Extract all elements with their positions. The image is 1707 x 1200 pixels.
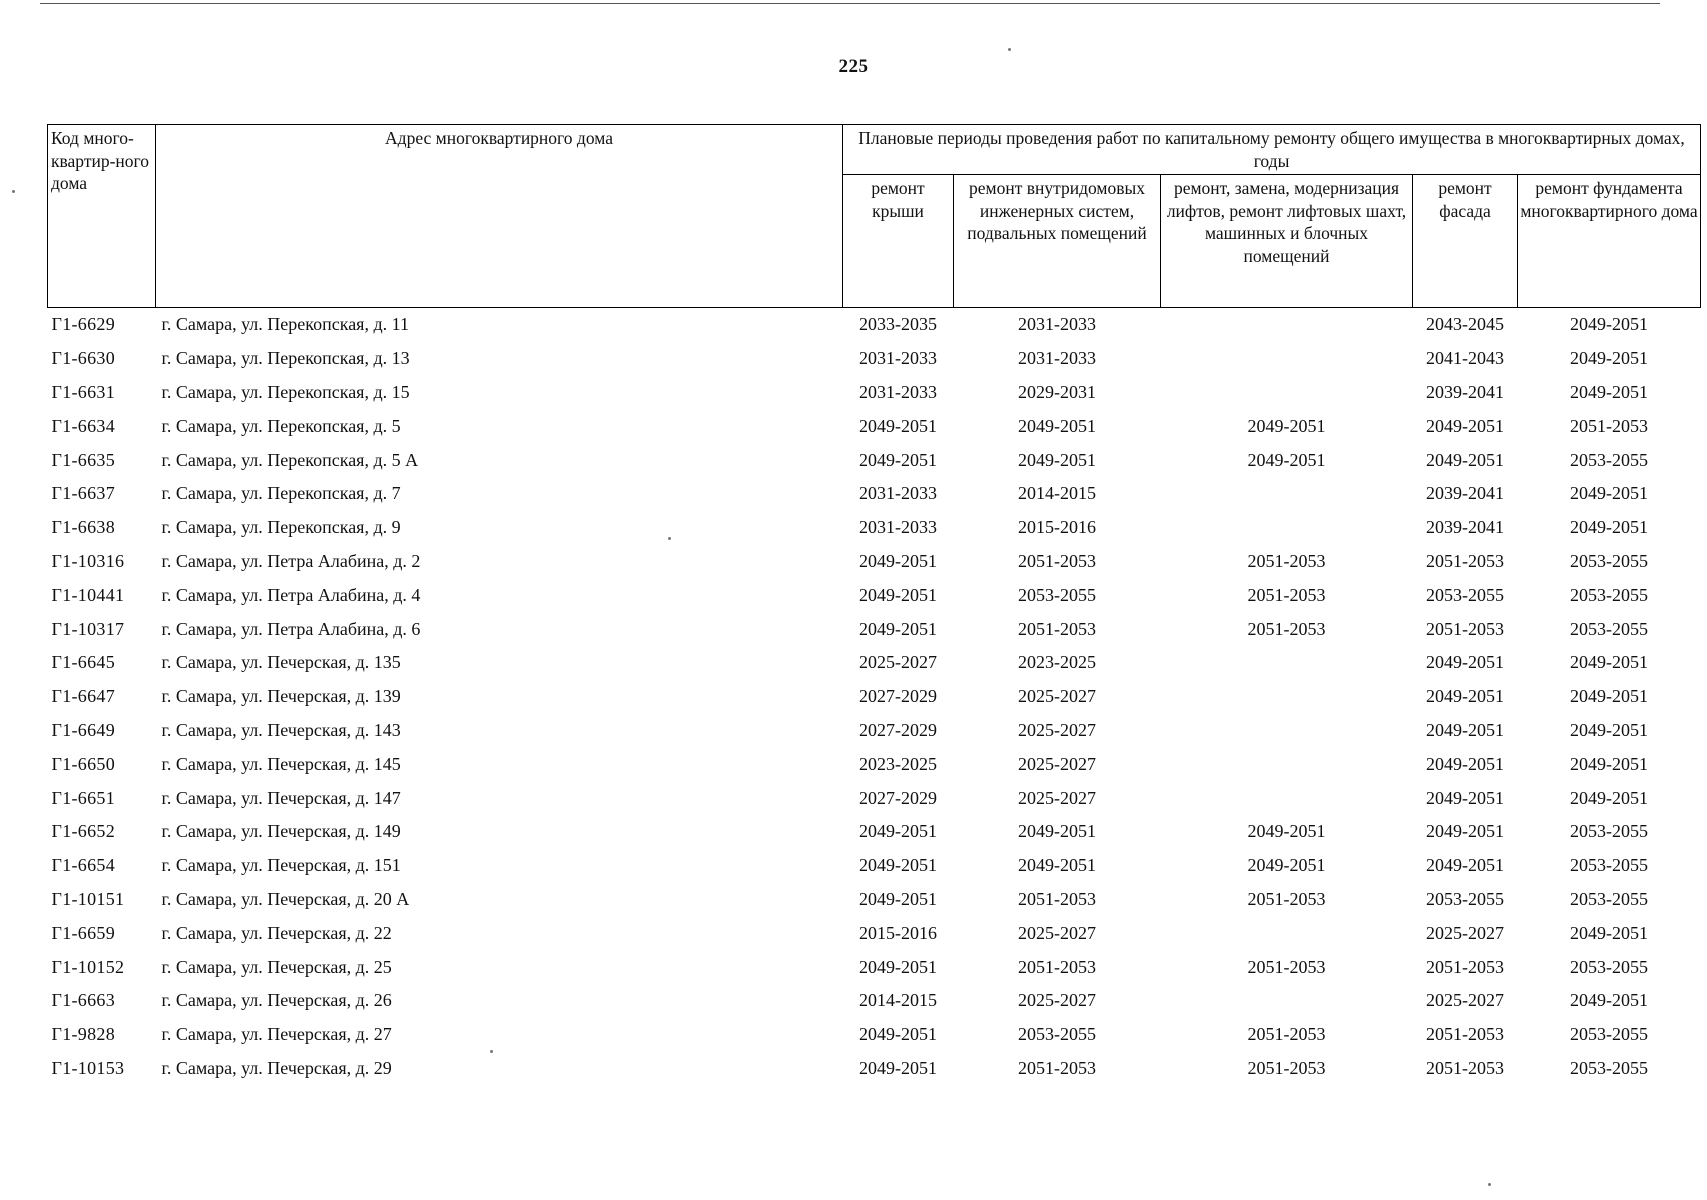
cell-code: Г1-6663	[51, 990, 116, 1011]
cell-elevators	[1161, 781, 1413, 815]
table-row	[48, 443, 1701, 477]
cell-address: г. Самара, ул. Печерская, д. 139	[161, 686, 401, 707]
cell-address: г. Самара, ул. Перекопская, д. 9	[161, 517, 401, 538]
header-engineering: ремонт внутридомовых инженерных систем, подвальных помещений	[954, 175, 1161, 308]
cell-roof: 2049-2051	[859, 449, 937, 470]
cell-foundation: 2049-2051	[1570, 753, 1649, 774]
cell-foundation: 2053-2055	[1570, 584, 1649, 605]
cell-code: Г1-6630	[51, 348, 116, 369]
cell-engineering: 2053-2055	[1018, 584, 1096, 605]
table-row	[48, 376, 1701, 410]
cell-roof: 2049-2051	[859, 821, 937, 842]
table-row	[48, 511, 1701, 545]
cell-code: Г1-6647	[51, 686, 116, 707]
cell-facade: 2051-2053	[1426, 1057, 1504, 1078]
cell-elevators: 2049-2051	[1247, 415, 1326, 436]
cell-code: Г1-10151	[51, 888, 125, 909]
cell-engineering: 2051-2053	[1018, 618, 1096, 639]
scan-speck	[490, 1050, 493, 1053]
header-code: Код много-квартир-ного дома	[48, 125, 156, 308]
cell-code: Г1-6649	[51, 719, 116, 740]
header-elevators: ремонт, замена, модернизация лифтов, ремонт лифтовых шахт, машинных и блочных помещений	[1161, 175, 1413, 308]
table-row	[48, 409, 1701, 443]
cell-facade: 2051-2053	[1426, 956, 1504, 977]
cell-elevators	[1161, 680, 1413, 714]
cell-elevators: 2049-2051	[1247, 855, 1326, 876]
cell-roof: 2027-2029	[859, 686, 937, 707]
header-foundation: ремонт фундамента многоквартирного дома	[1518, 175, 1701, 308]
cell-roof: 2049-2051	[859, 1024, 937, 1045]
cell-engineering: 2025-2027	[1018, 686, 1096, 707]
cell-code: Г1-6634	[51, 415, 116, 436]
cell-address: г. Самара, ул. Печерская, д. 151	[161, 855, 401, 876]
cell-elevators: 2051-2053	[1247, 1057, 1326, 1078]
cell-code: Г1-10317	[51, 618, 125, 639]
cell-facade: 2051-2053	[1426, 618, 1504, 639]
cell-foundation: 2049-2051	[1570, 990, 1649, 1011]
cell-engineering: 2023-2025	[1018, 652, 1096, 673]
cell-code: Г1-6637	[51, 483, 116, 504]
cell-facade: 2025-2027	[1426, 922, 1504, 943]
cell-foundation: 2049-2051	[1570, 652, 1649, 673]
cell-code: Г1-9828	[51, 1024, 116, 1045]
cell-roof: 2027-2029	[859, 719, 937, 740]
scan-speck	[1488, 1183, 1491, 1186]
cell-roof: 2049-2051	[859, 855, 937, 876]
cell-address: г. Самара, ул. Печерская, д. 25	[161, 956, 392, 977]
cell-address: г. Самара, ул. Печерская, д. 26	[161, 990, 392, 1011]
cell-roof: 2049-2051	[859, 1057, 937, 1078]
cell-elevators: 2051-2053	[1247, 888, 1326, 909]
table-header	[48, 125, 1701, 308]
cell-code: Г1-10153	[51, 1057, 125, 1078]
cell-roof: 2031-2033	[859, 483, 937, 504]
cell-engineering: 2025-2027	[1018, 753, 1096, 774]
cell-elevators: 2051-2053	[1247, 584, 1326, 605]
cell-elevators	[1161, 376, 1413, 410]
cell-elevators	[1161, 916, 1413, 950]
capital-repair-table	[47, 124, 1701, 1085]
cell-elevators: 2051-2053	[1247, 618, 1326, 639]
cell-engineering: 2015-2016	[1018, 517, 1096, 538]
cell-code: Г1-6629	[51, 314, 116, 335]
cell-address: г. Самара, ул. Печерская, д. 20 А	[161, 888, 410, 909]
cell-address: г. Самара, ул. Печерская, д. 29	[161, 1057, 392, 1078]
table-row	[48, 1052, 1701, 1086]
cell-roof: 2049-2051	[859, 956, 937, 977]
cell-address: г. Самара, ул. Печерская, д. 145	[161, 753, 401, 774]
cell-code: Г1-6631	[51, 381, 116, 402]
table-row	[48, 545, 1701, 579]
cell-foundation: 2049-2051	[1570, 517, 1649, 538]
table-row	[48, 1018, 1701, 1052]
cell-elevators	[1161, 477, 1413, 511]
table-row	[48, 308, 1701, 342]
cell-facade: 2053-2055	[1426, 888, 1504, 909]
table-row	[48, 714, 1701, 748]
table-row	[48, 646, 1701, 680]
cell-code: Г1-6635	[51, 449, 116, 470]
cell-facade: 2049-2051	[1426, 787, 1504, 808]
cell-elevators: 2051-2053	[1247, 956, 1326, 977]
cell-elevators	[1161, 308, 1413, 342]
table-row	[48, 984, 1701, 1018]
cell-facade: 2041-2043	[1426, 348, 1504, 369]
cell-address: г. Самара, ул. Перекопская, д. 5 А	[161, 449, 419, 470]
cell-code: Г1-10152	[51, 956, 125, 977]
cell-engineering: 2025-2027	[1018, 990, 1096, 1011]
cell-code: Г1-6638	[51, 517, 116, 538]
header-periods-group: Плановые периоды проведения работ по капитальному ремонту общего имущества в многоквартирных домах, годы	[843, 125, 1701, 175]
cell-foundation: 2053-2055	[1570, 1057, 1649, 1078]
cell-engineering: 2031-2033	[1018, 314, 1096, 335]
cell-roof: 2049-2051	[859, 888, 937, 909]
table-row	[48, 680, 1701, 714]
cell-foundation: 2049-2051	[1570, 686, 1649, 707]
cell-facade: 2039-2041	[1426, 381, 1504, 402]
table-row	[48, 815, 1701, 849]
cell-foundation: 2053-2055	[1570, 888, 1649, 909]
cell-code: Г1-6659	[51, 922, 116, 943]
cell-code: Г1-6650	[51, 753, 116, 774]
cell-roof: 2049-2051	[859, 618, 937, 639]
cell-code: Г1-6645	[51, 652, 116, 673]
cell-facade: 2043-2045	[1426, 314, 1504, 335]
cell-elevators	[1161, 646, 1413, 680]
cell-facade: 2051-2053	[1426, 1024, 1504, 1045]
cell-address: г. Самара, ул. Печерская, д. 27	[161, 1024, 392, 1045]
cell-foundation: 2053-2055	[1570, 821, 1649, 842]
cell-address: г. Самара, ул. Печерская, д. 135	[161, 652, 401, 673]
cell-roof: 2015-2016	[859, 922, 937, 943]
cell-elevators: 2049-2051	[1247, 821, 1326, 842]
cell-elevators	[1161, 714, 1413, 748]
cell-engineering: 2025-2027	[1018, 787, 1096, 808]
table-body	[48, 308, 1701, 1086]
cell-facade: 2049-2051	[1426, 652, 1504, 673]
cell-code: Г1-6651	[51, 787, 116, 808]
cell-foundation: 2049-2051	[1570, 314, 1649, 335]
cell-address: г. Самара, ул. Перекопская, д. 5	[161, 415, 401, 436]
cell-facade: 2049-2051	[1426, 415, 1504, 436]
table-row	[48, 950, 1701, 984]
cell-foundation: 2049-2051	[1570, 719, 1649, 740]
cell-code: Г1-6652	[51, 821, 116, 842]
cell-engineering: 2049-2051	[1018, 821, 1096, 842]
cell-address: г. Самара, ул. Петра Алабина, д. 6	[161, 618, 421, 639]
cell-elevators: 2051-2053	[1247, 550, 1326, 571]
cell-engineering: 2031-2033	[1018, 348, 1096, 369]
cell-facade: 2053-2055	[1426, 584, 1504, 605]
table-row	[48, 849, 1701, 883]
header-roof: ремонт крыши	[843, 175, 954, 308]
scan-speck	[1008, 48, 1011, 51]
cell-facade: 2049-2051	[1426, 686, 1504, 707]
cell-engineering: 2029-2031	[1018, 381, 1096, 402]
cell-address: г. Самара, ул. Печерская, д. 143	[161, 719, 401, 740]
cell-code: Г1-10316	[51, 550, 125, 571]
cell-foundation: 2049-2051	[1570, 381, 1649, 402]
header-address: Адрес многоквартирного дома	[156, 125, 843, 308]
header-facade: ремонт фасада	[1413, 175, 1518, 308]
cell-elevators	[1161, 511, 1413, 545]
cell-address: г. Самара, ул. Печерская, д. 149	[161, 821, 401, 842]
cell-engineering: 2051-2053	[1018, 956, 1096, 977]
cell-engineering: 2025-2027	[1018, 922, 1096, 943]
table-row	[48, 612, 1701, 646]
cell-foundation: 2053-2055	[1570, 1024, 1649, 1045]
cell-foundation: 2049-2051	[1570, 922, 1649, 943]
cell-facade: 2049-2051	[1426, 719, 1504, 740]
cell-foundation: 2053-2055	[1570, 956, 1649, 977]
cell-roof: 2031-2033	[859, 381, 937, 402]
cell-foundation: 2053-2055	[1570, 449, 1649, 470]
cell-code: Г1-10441	[51, 584, 125, 605]
table-row	[48, 916, 1701, 950]
cell-roof: 2027-2029	[859, 787, 937, 808]
cell-elevators	[1161, 342, 1413, 376]
cell-address: г. Самара, ул. Перекопская, д. 7	[161, 483, 401, 504]
table-row	[48, 747, 1701, 781]
cell-roof: 2033-2035	[859, 314, 937, 335]
cell-address: г. Самара, ул. Печерская, д. 22	[161, 922, 392, 943]
cell-engineering: 2053-2055	[1018, 1024, 1096, 1045]
cell-facade: 2039-2041	[1426, 483, 1504, 504]
cell-facade: 2051-2053	[1426, 550, 1504, 571]
cell-foundation: 2053-2055	[1570, 550, 1649, 571]
cell-engineering: 2049-2051	[1018, 855, 1096, 876]
cell-elevators: 2051-2053	[1247, 1024, 1326, 1045]
cell-foundation: 2053-2055	[1570, 618, 1649, 639]
cell-roof: 2049-2051	[859, 415, 937, 436]
cell-engineering: 2051-2053	[1018, 888, 1096, 909]
cell-address: г. Самара, ул. Петра Алабина, д. 2	[161, 550, 421, 571]
table-row	[48, 477, 1701, 511]
cell-roof: 2025-2027	[859, 652, 937, 673]
cell-roof: 2031-2033	[859, 348, 937, 369]
cell-address: г. Самара, ул. Перекопская, д. 13	[161, 348, 410, 369]
cell-engineering: 2051-2053	[1018, 550, 1096, 571]
cell-foundation: 2051-2053	[1570, 415, 1649, 436]
cell-facade: 2049-2051	[1426, 753, 1504, 774]
cell-address: г. Самара, ул. Печерская, д. 147	[161, 787, 401, 808]
cell-foundation: 2049-2051	[1570, 787, 1649, 808]
cell-engineering: 2049-2051	[1018, 449, 1096, 470]
cell-facade: 2025-2027	[1426, 990, 1504, 1011]
cell-foundation: 2053-2055	[1570, 855, 1649, 876]
cell-elevators	[1161, 984, 1413, 1018]
cell-address: г. Самара, ул. Перекопская, д. 15	[161, 381, 410, 402]
cell-roof: 2049-2051	[859, 550, 937, 571]
cell-elevators	[1161, 747, 1413, 781]
cell-engineering: 2014-2015	[1018, 483, 1096, 504]
cell-engineering: 2025-2027	[1018, 719, 1096, 740]
cell-foundation: 2049-2051	[1570, 483, 1649, 504]
cell-roof: 2031-2033	[859, 517, 937, 538]
cell-roof: 2049-2051	[859, 584, 937, 605]
page-number: 225	[838, 56, 869, 77]
cell-engineering: 2051-2053	[1018, 1057, 1096, 1078]
cell-address: г. Самара, ул. Перекопская, д. 11	[161, 314, 409, 335]
cell-engineering: 2049-2051	[1018, 415, 1096, 436]
cell-facade: 2049-2051	[1426, 821, 1504, 842]
scan-speck	[12, 190, 15, 193]
cell-roof: 2023-2025	[859, 753, 937, 774]
cell-facade: 2039-2041	[1426, 517, 1504, 538]
cell-facade: 2049-2051	[1426, 855, 1504, 876]
cell-elevators: 2049-2051	[1247, 449, 1326, 470]
scan-speck	[668, 537, 671, 540]
top-rule	[40, 3, 1660, 4]
table-row	[48, 578, 1701, 612]
table-row	[48, 781, 1701, 815]
cell-address: г. Самара, ул. Петра Алабина, д. 4	[161, 584, 421, 605]
cell-code: Г1-6654	[51, 855, 116, 876]
table-row	[48, 883, 1701, 917]
cell-facade: 2049-2051	[1426, 449, 1504, 470]
table-row	[48, 342, 1701, 376]
cell-roof: 2014-2015	[859, 990, 937, 1011]
cell-foundation: 2049-2051	[1570, 348, 1649, 369]
